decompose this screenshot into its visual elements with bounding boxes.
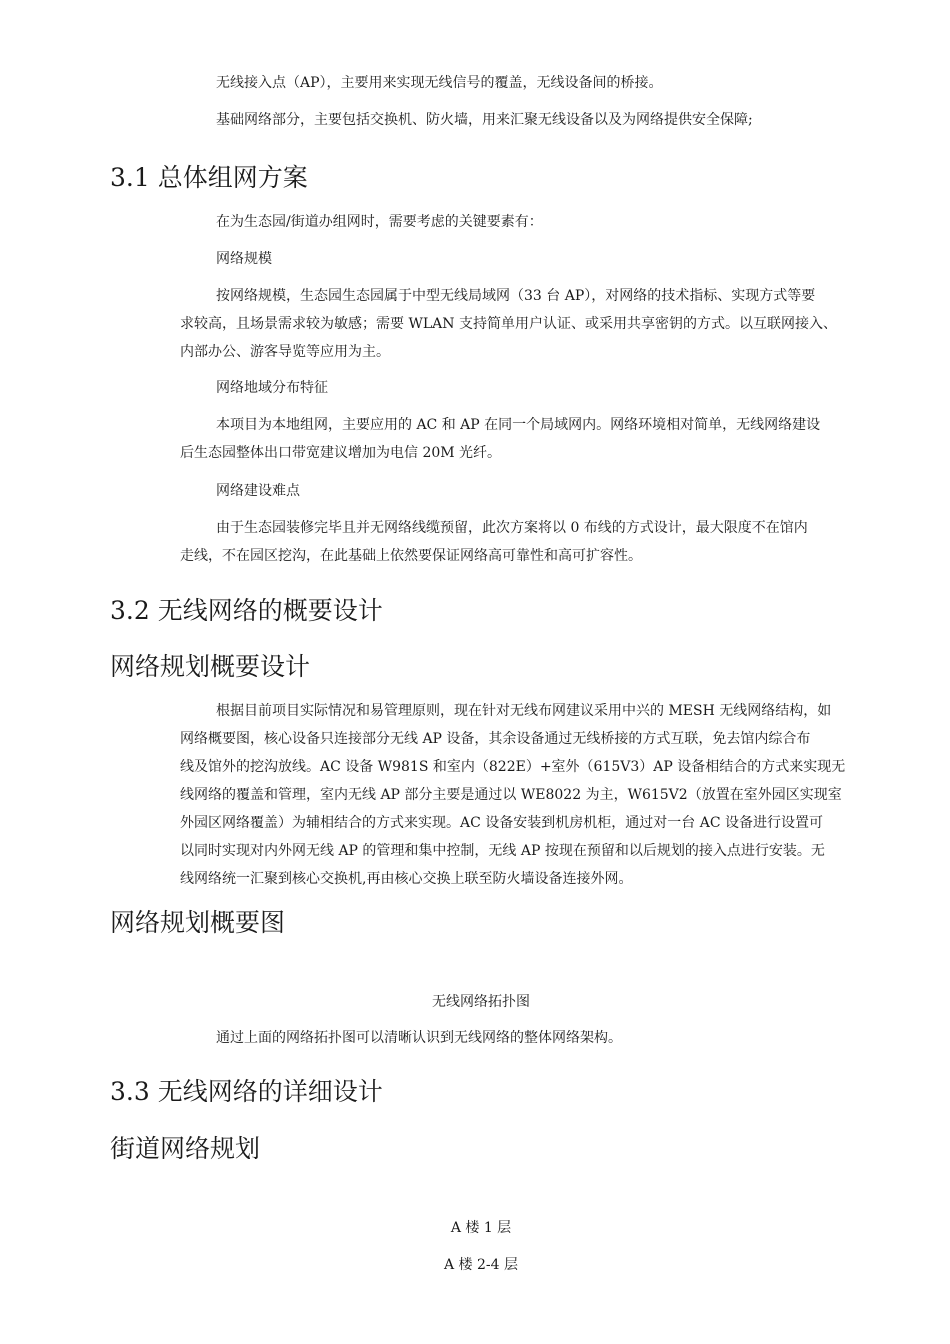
figure-caption-building-a-floor-2-4: A 楼 2-4 层 [443, 1257, 518, 1273]
paragraph-line: 线网络的覆盖和管理，室内无线 AP 部分主要是通过以 WE8022 为主，W615V2（放置在室外园区实现室 [180, 787, 842, 803]
paragraph-line: 线及馆外的挖沟放线。AC 设备 W981S 和室内（822E）+室外（615V3）AP 设备相结合的方式来实现无 [180, 759, 846, 775]
subheading-geographic-distribution: 网络地域分布特征 [216, 380, 328, 396]
paragraph-line: 由于生态园装修完毕且并无网络线缆预留，此次方案将以 0 布线的方式设计，最大限度不在馆内 [216, 520, 808, 536]
section-heading-3-1: 3.1 总体组网方案 [110, 163, 308, 192]
diagram-note: 通过上面的网络拓扑图可以清晰认识到无线网络的整体网络架构。 [216, 1030, 622, 1046]
paragraph-construction-difficulties [180, 514, 808, 570]
paragraph-line: 求较高，且场景需求较为敏感；需要 WLAN 支持简单用户认证、或采用共享密钥的方式。以互联网接入、 [180, 316, 837, 332]
paragraph-line: 按网络规模，生态园生态园属于中型无线局域网（33 台 AP），对网络的技术指标、实现方式等要 [216, 288, 816, 304]
subheading-construction-difficulties: 网络建设难点 [216, 483, 300, 499]
section-heading-3-2: 3.2 无线网络的概要设计 [110, 596, 383, 625]
diagram-caption-topology: 无线网络拓扑图 [432, 994, 530, 1010]
intro-line-base-network: 基础网络部分，主要包括交换机、防火墙，用来汇聚无线设备以及为网络提供安全保障; [216, 112, 753, 128]
paragraph-geographic-distribution [180, 411, 820, 467]
paragraph-line: 线网络统一汇聚到核心交换机,再由核心交换上联至防火墙设备连接外网。 [180, 871, 633, 887]
paragraph-line: 本项目为本地组网，主要应用的 AC 和 AP 在同一个局域网内。网络环境相对简单，无线网络建设 [216, 417, 821, 433]
figure-caption-building-a-floor-1: A 楼 1 层 [450, 1220, 512, 1236]
subsection-heading-outline-design: 网络规划概要设计 [110, 652, 311, 681]
paragraph-line: 根据目前项目实际情况和易管理原则，现在针对无线布网建议采用中兴的 MESH 无线网络结构，如 [216, 703, 832, 719]
subheading-network-scale: 网络规模 [216, 251, 272, 267]
section-heading-3-3: 3.3 无线网络的详细设计 [110, 1077, 383, 1106]
paragraph-line: 以同时实现对内外网无线 AP 的管理和集中控制，无线 AP 按现在预留和以后规划的接入点进行安装。无 [180, 843, 825, 859]
paragraph-line: 内部办公、游客导览等应用为主。 [180, 344, 390, 360]
paragraph-line: 走线，不在园区挖沟，在此基础上依然要保证网络高可靠性和高可扩容性。 [180, 548, 642, 564]
paragraph-outline-design [180, 697, 845, 893]
subsection-heading-street-network: 街道网络规划 [110, 1134, 261, 1163]
intro-line-ap: 无线接入点（AP），主要用来实现无线信号的覆盖，无线设备间的桥接。 [216, 75, 663, 91]
paragraph-line: 网络概要图，核心设备只连接部分无线 AP 设备，其余设备通过无线桥接的方式互联，免去馆内综合布 [180, 731, 811, 747]
paragraph-line: 外园区网络覆盖）为辅相结合的方式来实现。AC 设备安装到机房机柜，通过对一台 AC 设备进行设置可 [180, 815, 823, 831]
section-3-1-lead: 在为生态园/街道办组网时，需要考虑的关键要素有： [216, 214, 543, 230]
paragraph-line: 后生态园整体出口带宽建议增加为电信 20M 光纤。 [180, 445, 502, 461]
paragraph-network-scale [180, 282, 837, 366]
subsection-heading-outline-diagram: 网络规划概要图 [110, 908, 286, 937]
